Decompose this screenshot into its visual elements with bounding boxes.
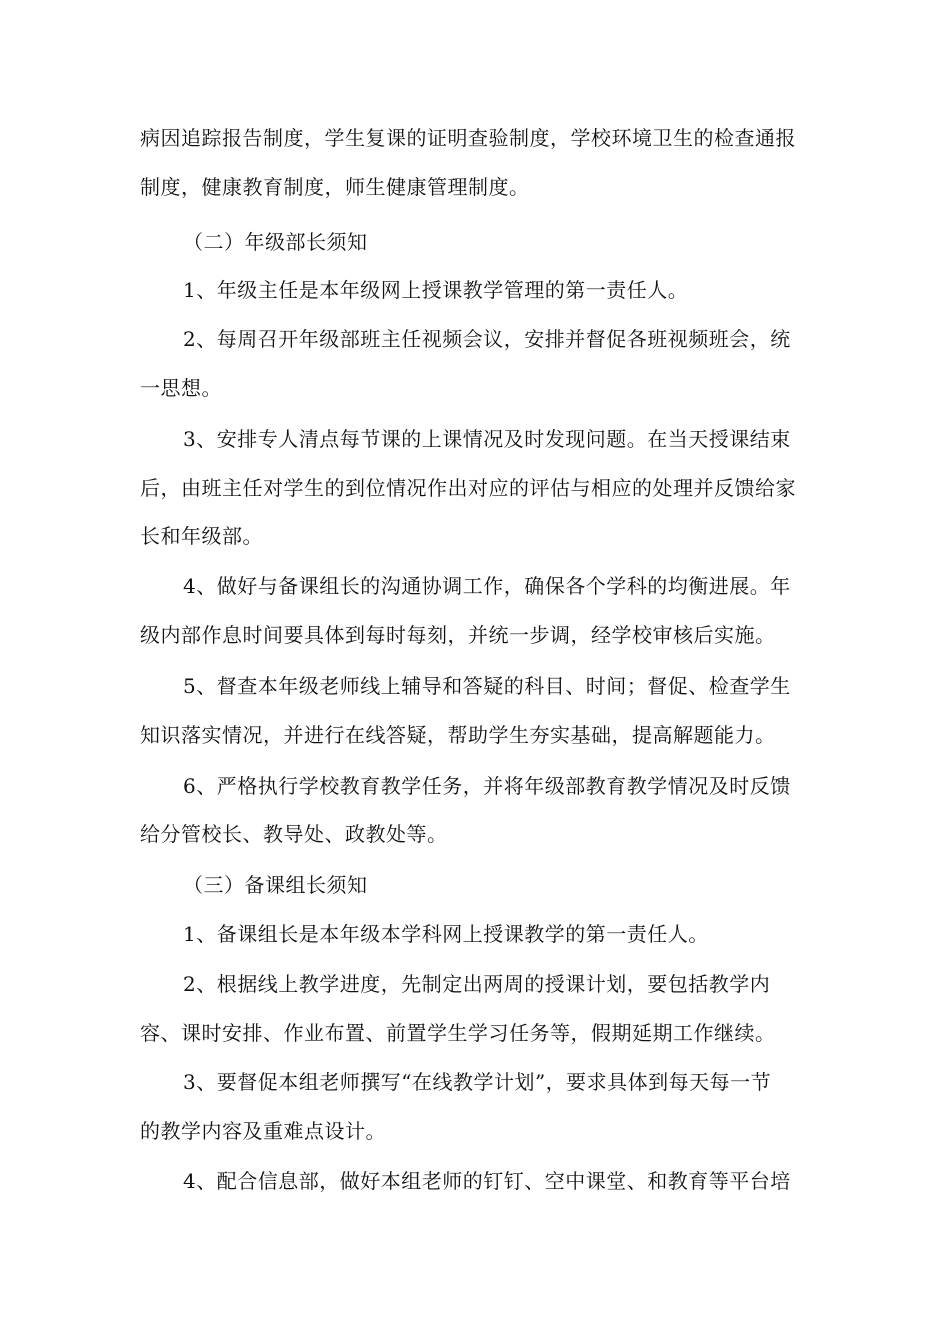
text-line: 级内部作息时间要具体到每时每刻，并统一步调，经学校审核后实施。 bbox=[140, 623, 776, 647]
text-line: 3、安排专人清点每节课的上课情况及时发现问题。在当天授课结束 bbox=[183, 427, 791, 451]
text-line: 长和年级部。 bbox=[140, 524, 263, 548]
section-heading: （二）年级部长须知 bbox=[183, 230, 368, 254]
text-line: 1、年级主任是本年级网上授课教学管理的第一责任人。 bbox=[183, 278, 689, 302]
text-line: 5、督查本年级老师线上辅导和答疑的科目、时间；督促、检查学生 bbox=[183, 674, 791, 698]
text-line: 4、配合信息部，做好本组老师的钉钉、空中课堂、和教育等平台培 bbox=[183, 1169, 791, 1193]
text-line: 容、课时安排、作业布置、前置学生学习任务等，假期延期工作继续。 bbox=[140, 1021, 776, 1045]
text-line: 4、做好与备课组长的沟通协调工作，确保各个学科的均衡进展。年 bbox=[183, 574, 791, 598]
text-line: 制度，健康教育制度，师生健康管理制度。 bbox=[140, 175, 530, 199]
text-line: 1、备课组长是本年级本学科网上授课教学的第一责任人。 bbox=[183, 922, 709, 946]
text-line: 病因追踪报告制度，学生复课的证明查验制度，学校环境卫生的检查通报 bbox=[140, 126, 796, 150]
text-line: 给分管校长、教导处、政教处等。 bbox=[140, 822, 448, 846]
text-line: 的教学内容及重难点设计。 bbox=[140, 1119, 386, 1143]
text-line: 后，由班主任对学生的到位情况作出对应的评估与相应的处理并反馈给家 bbox=[140, 476, 796, 500]
text-line: 一思想。 bbox=[140, 376, 222, 400]
text-line: 知识落实情况，并进行在线答疑，帮助学生夯实基础，提高解题能力。 bbox=[140, 723, 776, 747]
text-line: 3、要督促本组老师撰写“在线教学计划”，要求具体到每天每一节 bbox=[183, 1070, 772, 1094]
text-line: 2、根据线上教学进度，先制定出两周的授课计划，要包括教学内 bbox=[183, 972, 771, 996]
text-line: 2、每周召开年级部班主任视频会议，安排并督促各班视频班会，统 bbox=[183, 327, 791, 351]
text-line: 6、严格执行学校教育教学任务，并将年级部教育教学情况及时反馈 bbox=[183, 774, 791, 798]
section-heading: （三）备课组长须知 bbox=[183, 873, 368, 897]
